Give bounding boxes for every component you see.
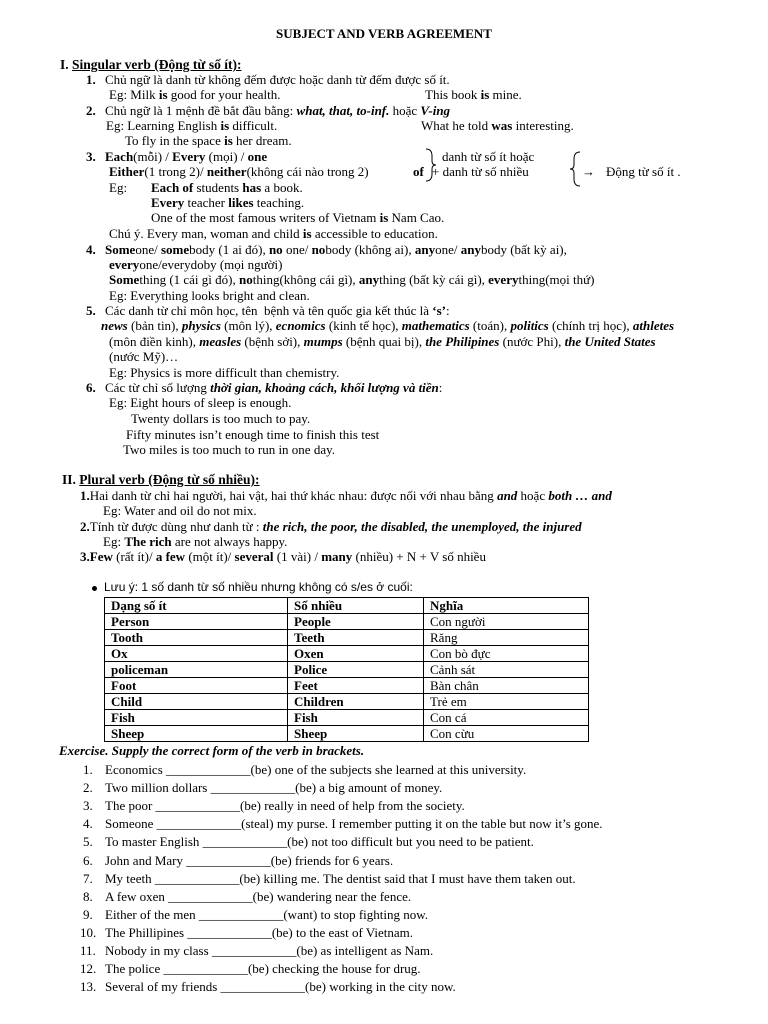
- rule3-every-meaning: (mọi) /: [205, 149, 248, 164]
- exercise-item-number: 7.: [83, 871, 93, 886]
- table-row: [105, 646, 589, 662]
- plural-note: Lưu ý: 1 số danh từ số nhiều nhưng không có s/es ở cuối:: [104, 580, 413, 594]
- rule1-text: Chủ ngữ là danh từ không đếm được hoặc danh từ đếm được số ít.: [105, 72, 450, 87]
- exercise-item-number: 12.: [80, 961, 97, 976]
- rule5-num: 5.: [86, 303, 96, 318]
- exercise-item: The poor _____________(be) really in need of help from the society.: [105, 798, 465, 813]
- plural-rule2-example: [103, 534, 287, 549]
- exercise-item-number: 2.: [83, 780, 93, 795]
- exercise-item: To master English _____________(be) not too difficult but you need to be patient.: [105, 834, 534, 849]
- rule2-line: [86, 103, 450, 118]
- plural-cell: Fish: [288, 710, 424, 726]
- rule2-text-d: V-ing: [420, 103, 451, 118]
- meaning-cell: Bàn chân: [424, 678, 589, 694]
- exercise-item: Economics _____________(be) one of the subjects she learned at this university.: [105, 762, 527, 777]
- section2-heading: [62, 472, 260, 487]
- plural-rule1-text-a: Hai danh từ chỉ hai người, hai vật, hai thứ khác nhau: được nối với nhau bằng: [89, 488, 498, 503]
- table-row: [105, 694, 589, 710]
- plural-cell: Feet: [288, 678, 424, 694]
- rule3-example2: Every teacher likes teaching.: [151, 195, 305, 210]
- rule3-neither-meaning: (không cái nào trong 2): [246, 164, 369, 179]
- rule3-example3: One of the most famous writers of Vietnam is Nam Cao.: [151, 210, 445, 225]
- rule3-every: Every: [172, 149, 206, 164]
- singular-cell: Foot: [105, 678, 288, 694]
- table-header-row: [105, 598, 589, 614]
- rule6-line: [86, 380, 442, 395]
- rule1-line: [86, 72, 450, 87]
- plural-cell: Children: [288, 694, 424, 710]
- rule3-num: 3.: [86, 149, 96, 164]
- plural-rule2-text-a: Tính từ được dùng như danh từ :: [89, 519, 263, 534]
- rule6-example4: Two miles is too much to run in one day.: [123, 442, 335, 457]
- table-row: [105, 614, 589, 630]
- meaning-cell: Con cá: [424, 710, 589, 726]
- rule1-example-b: This book is mine.: [425, 87, 522, 102]
- rule3-line1: [86, 149, 267, 164]
- rule6-example1: Eg: Eight hours of sleep is enough.: [109, 395, 292, 410]
- rule3-example1: Each of students has a book.: [151, 180, 303, 195]
- rule6-text-a: Các từ chỉ số lượng: [105, 380, 211, 395]
- rule5-line2: news (bản tin), physics (môn lý), ecnomics (kinh tế học), mathematics (toán), politics (chính trị học), athletes: [101, 318, 675, 333]
- exercise-item-number: 1.: [83, 762, 93, 777]
- exercise-item: Either of the men _____________(want) to stop fighting now.: [105, 907, 429, 922]
- rule5-line1: 5. Các danh từ chỉ môn học, tên bệnh và tên quốc gia kết thúc là ‘s’:: [86, 303, 450, 318]
- exercise-item-number: 6.: [83, 853, 93, 868]
- rule3-one: one: [247, 149, 268, 164]
- exercise-item-number: 10.: [80, 925, 97, 940]
- rule2-text-c: hoặc: [389, 103, 421, 118]
- plural-rule1-text-b: and: [497, 488, 518, 503]
- plural-rule1-text-c: hoặc: [517, 488, 549, 503]
- singular-cell: Tooth: [105, 630, 288, 646]
- rule3-note: Chú ý. Every man, woman and child is accessible to education.: [109, 226, 438, 241]
- rule2-example-c: To fly in the space is her dream.: [125, 133, 292, 148]
- plural-cell: Sheep: [288, 726, 424, 742]
- rule2-example-b: What he told was interesting.: [421, 118, 574, 133]
- table-header-cell: Số nhiều: [288, 598, 424, 614]
- singular-cell: Person: [105, 614, 288, 630]
- meaning-cell: Con cừu: [424, 726, 589, 742]
- rule4-line3: Something (1 cái gì đó), nothing(không cái gì), anything (bất kỳ cái gì), everything(mọi thứ): [109, 272, 595, 287]
- plural-rule1-text-d: both … and: [548, 488, 612, 503]
- table-header-cell: Nghĩa: [424, 598, 589, 614]
- exercise-item: Nobody in my class _____________(be) as intelligent as Nam.: [105, 943, 434, 958]
- right-brace-icon: [568, 151, 582, 187]
- rule2-example-a: Eg: Learning English is difficult.: [106, 118, 278, 133]
- section1-roman: I.: [60, 57, 69, 72]
- plural-rule2-text-b: the rich, the poor, the disabled, the unemployed, the injured: [262, 519, 582, 534]
- rule1-num: 1.: [86, 72, 96, 87]
- plural-cell: People: [288, 614, 424, 630]
- exercise-item-number: 5.: [83, 834, 93, 849]
- rule2-num: 2.: [86, 103, 96, 118]
- rule6-text-b: thời gian, khoảng cách, khối lượng và tiền: [210, 380, 439, 395]
- rule3-each: Each: [105, 149, 134, 164]
- rule5-example: Eg: Physics is more difficult than chemistry.: [109, 365, 340, 380]
- rule6-example2: Twenty dollars is too much to pay.: [131, 411, 311, 426]
- section1-heading: [60, 57, 242, 72]
- meaning-cell: Con người: [424, 614, 589, 630]
- exercise-item: Two million dollars _____________(be) a big amount of money.: [105, 780, 443, 795]
- plural-rule2-eg-a: Eg:: [103, 534, 125, 549]
- rule3-mid2: + danh từ số nhiều: [432, 164, 529, 179]
- singular-cell: Fish: [105, 710, 288, 726]
- exercise-item: The police _____________(be) checking the house for drug.: [105, 961, 421, 976]
- plural-rule1-example: Eg: Water and oil do not mix.: [103, 503, 257, 518]
- section2-roman: II.: [62, 472, 76, 487]
- exercise-item-number: 4.: [83, 816, 93, 831]
- rule3-either: Either: [109, 164, 145, 179]
- rule3-either-meaning: (1 trong 2)/: [144, 164, 207, 179]
- plural-rule1-num: 1.: [80, 488, 90, 503]
- rule3-mid1: danh từ số ít hoặc: [442, 149, 535, 164]
- rule3-of: of: [413, 164, 424, 179]
- plural-cell: Police: [288, 662, 424, 678]
- table-row: [105, 630, 589, 646]
- rule2-text-b: what, that, to-inf.: [296, 103, 390, 118]
- rule3-result: Động từ số ít .: [606, 164, 681, 179]
- rule4-line1: 4. Someone/ somebody (1 ai đó), no one/ nobody (không ai), anyone/ anybody (bất kỳ ai),: [86, 242, 567, 257]
- rule3-neither: neither: [206, 164, 247, 179]
- exercise-item: John and Mary _____________(be) friends for 6 years.: [105, 853, 394, 868]
- table-row: [105, 726, 589, 742]
- section2-title: Plural verb (Động từ số nhiều):: [79, 472, 260, 487]
- exercise-item: My teeth _____________(be) killing me. The dentist said that I must have them taken out.: [105, 871, 576, 886]
- rule1-example-a: Eg: Milk is good for your health.: [109, 87, 281, 102]
- meaning-cell: Con bò đực: [424, 646, 589, 662]
- rule3-mid2-text: danh từ số nhiều: [442, 164, 529, 179]
- rule3-eg-label: Eg:: [109, 180, 128, 195]
- meaning-cell: Răng: [424, 630, 589, 646]
- exercise-item: The Phillipines _____________(be) to the east of Vietnam.: [105, 925, 414, 940]
- page-title: SUBJECT AND VERB AGREEMENT: [276, 26, 492, 41]
- exercise-item-number: 13.: [80, 979, 97, 994]
- rule3-line2: [109, 164, 369, 179]
- plural-rule2-line: [80, 519, 582, 534]
- exercise-item-number: 11.: [80, 943, 96, 958]
- table-header-cell: Dạng số ít: [105, 598, 288, 614]
- exercise-item: Someone _____________(steal) my purse. I remember putting it on the table but now it’s gone.: [105, 816, 603, 831]
- rule3-arrow-icon: →: [582, 164, 595, 179]
- table-row: [105, 710, 589, 726]
- plural-rule1-line: [80, 488, 612, 503]
- exercise-item-number: 9.: [83, 907, 93, 922]
- section1-title: Singular verb (Động từ số ít):: [72, 57, 242, 72]
- singular-cell: policeman: [105, 662, 288, 678]
- plural-rule2-eg-b: The rich: [124, 534, 172, 549]
- exercise-item-number: 8.: [83, 889, 93, 904]
- exercise-item: Several of my friends _____________(be) working in the city now.: [105, 979, 456, 994]
- meaning-cell: Trẻ em: [424, 694, 589, 710]
- plural-rule3-num: 3.: [80, 549, 90, 564]
- table-row: [105, 662, 589, 678]
- rule2-text-a: Chủ ngữ là 1 mệnh đề bắt đầu bằng:: [105, 103, 297, 118]
- exercise-item-number: 3.: [83, 798, 93, 813]
- rule4-line2: everyone/everydoby (mọi người): [109, 257, 283, 272]
- singular-cell: Ox: [105, 646, 288, 662]
- singular-cell: Child: [105, 694, 288, 710]
- exercise-heading: Exercise. Supply the correct form of the verb in brackets.: [59, 743, 365, 758]
- singular-cell: Sheep: [105, 726, 288, 742]
- bullet-icon: [92, 586, 97, 591]
- plural-cell: Oxen: [288, 646, 424, 662]
- rule5-line4: (nước Mỹ)…: [109, 349, 179, 364]
- rule6-num: 6.: [86, 380, 96, 395]
- plural-rule2-eg-c: are not always happy.: [171, 534, 288, 549]
- rule6-example3: Fifty minutes isn’t enough time to finish this test: [126, 427, 380, 442]
- rule3-each-meaning: (mỗi) /: [133, 149, 173, 164]
- exercise-item: A few oxen _____________(be) wandering near the fence.: [105, 889, 412, 904]
- plural-rule2-num: 2.: [80, 519, 90, 534]
- rule4-example: Eg: Everything looks bright and clean.: [109, 288, 310, 303]
- meaning-cell: Cảnh sát: [424, 662, 589, 678]
- plural-rule3-line: 3.Few (rất ít)/ a few (một ít)/ several (1 vài) / many (nhiều) + N + V số nhiều: [80, 549, 486, 564]
- rule5-line3: (môn điền kinh), measles (bệnh sởi), mumps (bệnh quai bị), the Philipines (nước Phi), the United States: [109, 334, 656, 349]
- irregular-plurals-table: [104, 597, 589, 742]
- plural-cell: Teeth: [288, 630, 424, 646]
- rule4-num: 4.: [86, 242, 96, 257]
- rule6-text-c: :: [438, 380, 443, 395]
- table-row: [105, 678, 589, 694]
